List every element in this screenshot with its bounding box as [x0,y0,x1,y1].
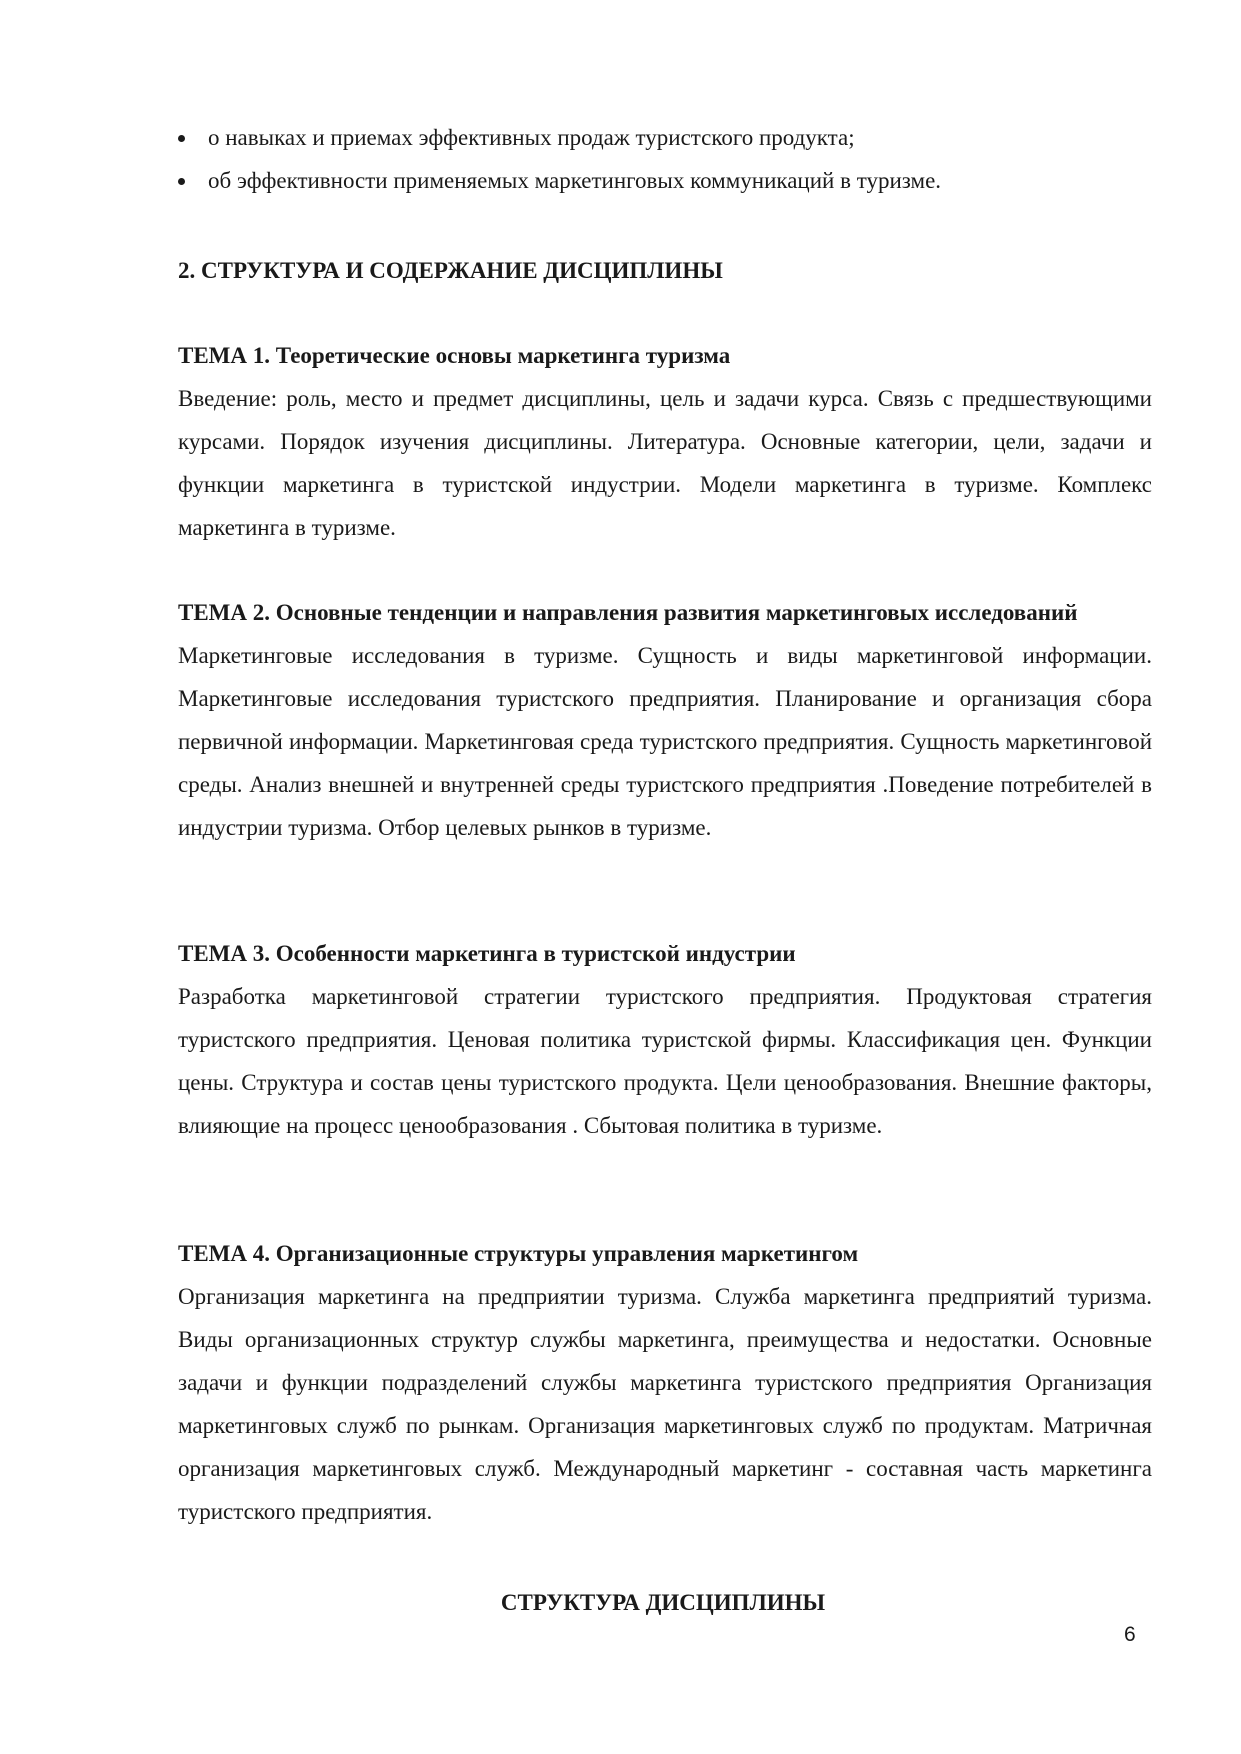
topic-body: Организация маркетинга на предприятии туризма. Служба маркетинга предприятий туризма. Виды организационных структур службы маркетинга, преимущества и недостатки. Основные задачи и функции подразделений службы маркетинга туристского предприятия Организация маркетинговых служб по рынкам. Организация маркетинговых служб по продуктам. Матричная организация маркетинговых служб. Международный маркетинг - составная часть маркетинга туристского предприятия. [178,1284,1152,1524]
topic-title: ТЕМА 2. Основные тенденции и направления развития маркетинговых исследований [178,600,1078,625]
page-number: 6 [1124,1623,1136,1646]
bullet-icon [178,135,185,142]
bullet-list [178,116,1168,202]
section-heading: 2. СТРУКТУРА И СОДЕРЖАНИЕ ДИСЦИПЛИНЫ [178,258,723,283]
list-item-text: об эффективности применяемых маркетинговых коммуникаций в туризме. [208,168,942,193]
list-item-text: о навыках и приемах эффективных продаж туристского продукта; [208,125,855,150]
topic-3 [178,932,1152,1147]
list-item [178,159,1168,202]
topic-1 [178,334,1152,549]
topic-4 [178,1232,1152,1533]
topic-2 [178,591,1152,849]
topic-title: ТЕМА 4. Организационные структуры управления маркетингом [178,1241,859,1266]
topic-body: Разработка маркетинговой стратегии туристского предприятия. Продуктовая стратегия туристского предприятия. Ценовая политика туристской фирмы. Классификация цен. Функции цены. Структура и состав цены туристского продукта. Цели ценообразования. Внешние факторы, влияющие на процесс ценообразования . Сбытовая политика в туризме. [178,984,1152,1138]
list-item [178,116,1168,159]
topic-body: Введение: роль, место и предмет дисциплины, цель и задачи курса. Связь с предшествующими курсами. Порядок изучения дисциплины. Литература. Основные категории, цели, задачи и функции маркетинга в туристской индустрии. Модели маркетинга в туризме. Комплекс маркетинга в туризме. [178,386,1152,540]
structure-heading: СТРУКТУРА ДИСЦИПЛИНЫ [500,1590,826,1615]
topic-title: ТЕМА 3. Особенности маркетинга в туристской индустрии [178,941,796,966]
topic-title: ТЕМА 1. Теоретические основы маркетинга туризма [178,343,731,368]
topic-body: Маркетинговые исследования в туризме. Сущность и виды маркетинговой информации. Маркетинговые исследования туристского предприятия. Планирование и организация сбора первичной информации. Маркетинговая среда туристского предприятия. Сущность маркетинговой среды. Анализ внешней и внутренней среды туристского предприятия .Поведение потребителей в индустрии туризма. Отбор целевых рынков в туризме. [178,643,1152,840]
bullet-icon [178,178,185,185]
